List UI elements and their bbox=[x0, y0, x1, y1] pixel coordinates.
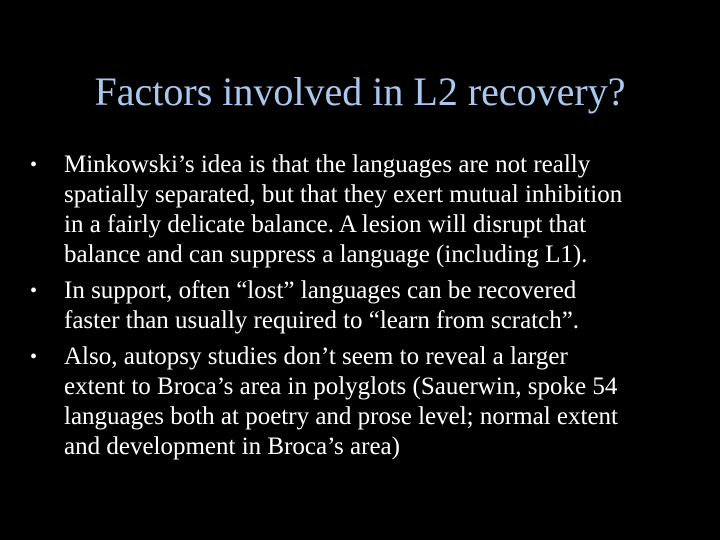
bullet-line: faster than usually required to “learn from scratch”. bbox=[64, 307, 580, 334]
bullet-line: and development in Broca’s area) bbox=[64, 433, 400, 460]
bullet-line: balance and can suppress a language (including L1). bbox=[64, 241, 588, 268]
bullet-line: Minkowski’s idea is that the languages are not really bbox=[64, 151, 591, 178]
bullet-item bbox=[28, 150, 708, 270]
bullet-list bbox=[28, 150, 708, 468]
bullet-line: spatially separated, but that they exert mutual inhibition bbox=[64, 181, 623, 208]
bullet-marker: • bbox=[30, 346, 38, 368]
bullet-marker: • bbox=[30, 154, 38, 176]
bullet-item bbox=[28, 276, 708, 336]
slide-title: Factors involved in L2 recovery? bbox=[94, 69, 626, 114]
bullet-line: in a fairly delicate balance. A lesion will disrupt that bbox=[64, 211, 587, 238]
bullet-marker: • bbox=[30, 280, 38, 302]
bullet-line: languages both at poetry and prose level; normal extent bbox=[64, 403, 618, 430]
bullet-line: In support, often “lost” languages can be recovered bbox=[64, 277, 577, 304]
bullet-line: extent to Broca’s area in polyglots (Sauerwin, spoke 54 bbox=[64, 373, 618, 400]
bullet-item bbox=[28, 342, 708, 462]
bullet-line: Also, autopsy studies don’t seem to reveal a larger bbox=[64, 343, 568, 370]
